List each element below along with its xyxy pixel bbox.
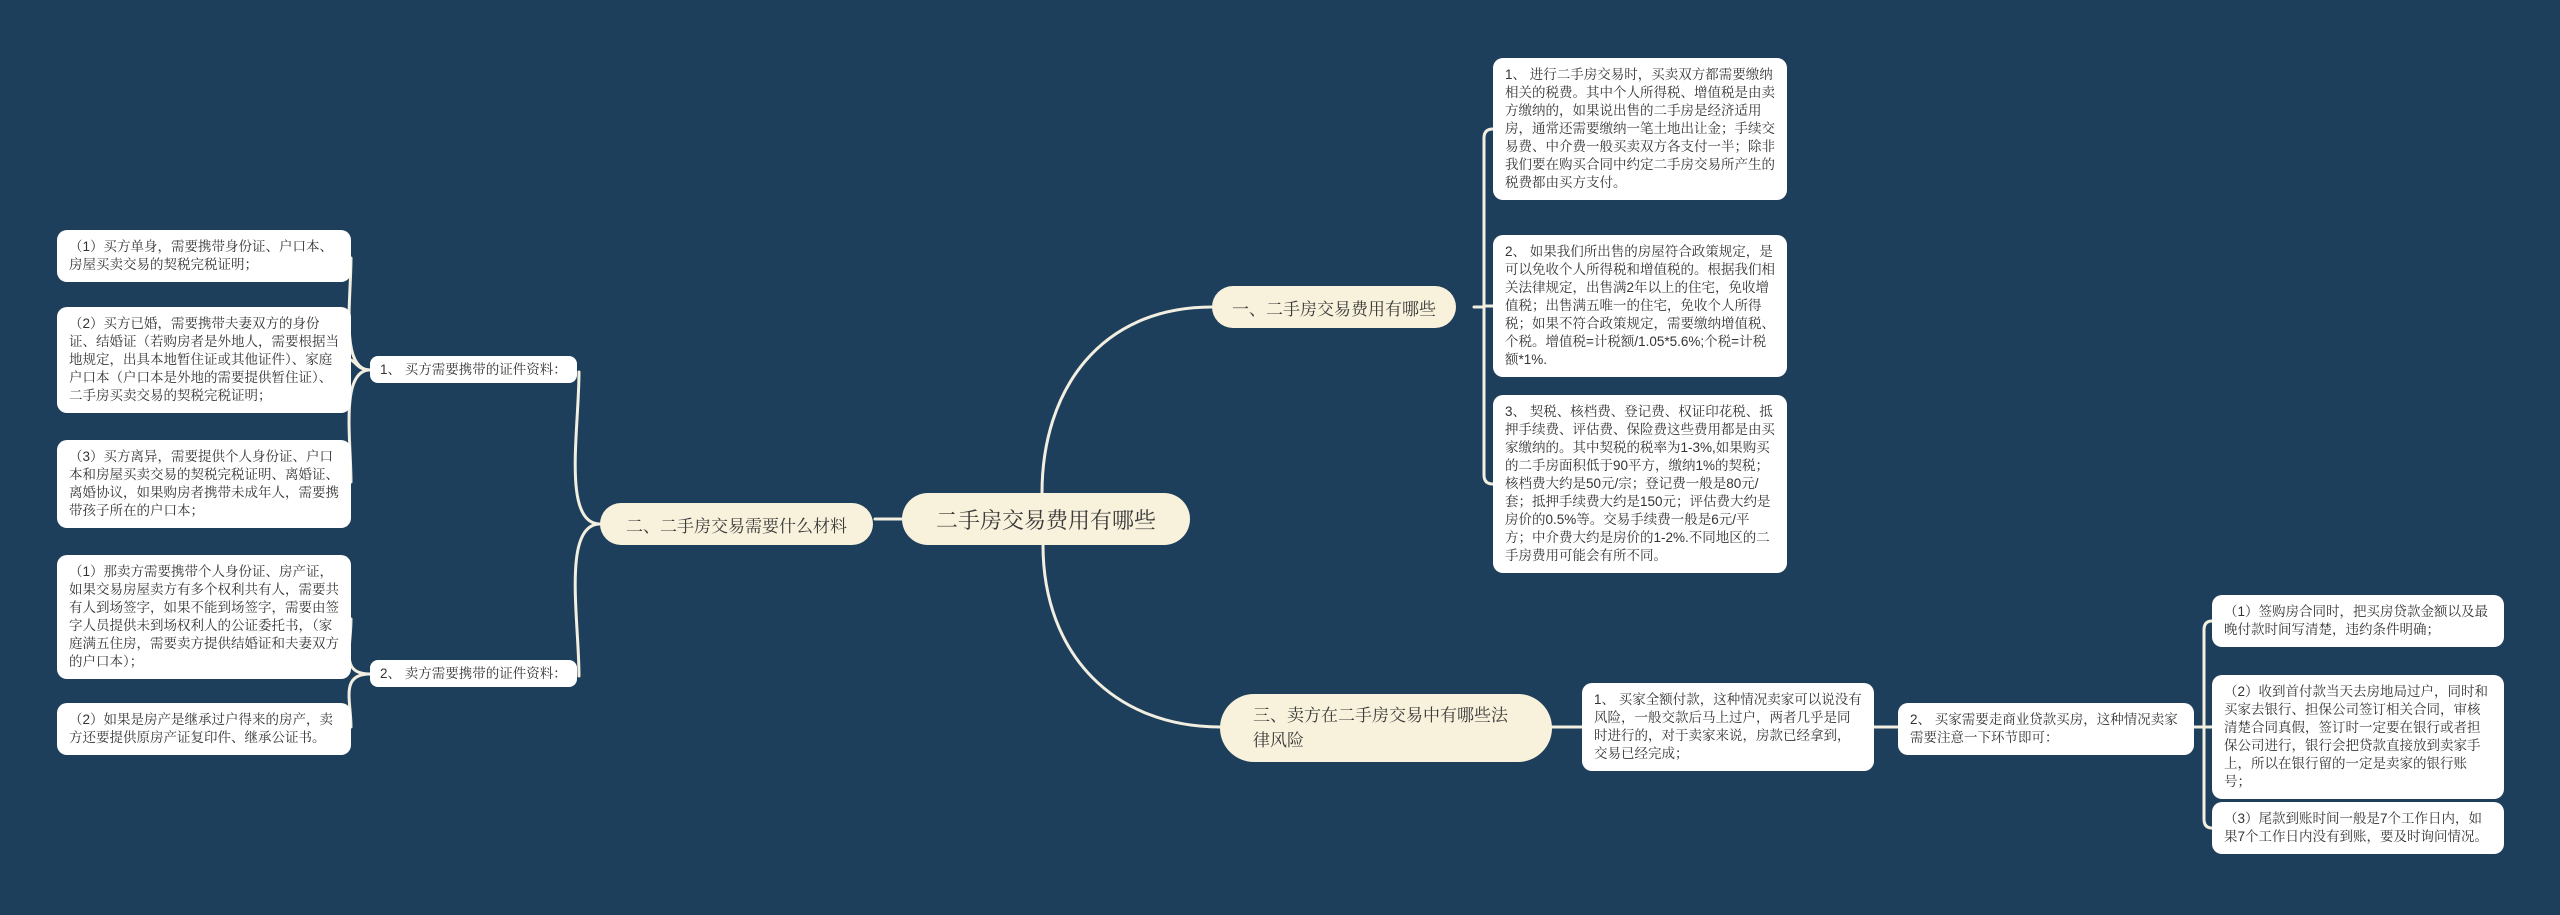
buyer-documents-node[interactable]: 1、 买方需要携带的证件资料： (370, 356, 577, 383)
root-node[interactable]: 二手房交易费用有哪些 (902, 493, 1190, 545)
connector-seller-item1 (349, 619, 370, 674)
buyer-doc-item-2[interactable]: （2）买方已婚，需要携带夫妻双方的身份证、结婚证（若购房者是外地人，需要根据当地规定，出具本地暂住证或其他证件）、家庭户口本（户口本是外地的需要提供暂住证）、二手房买卖交易的契税完税证明； (57, 307, 351, 413)
seller-doc-item-1[interactable]: （1）那卖方需要携带个人身份证、房产证，如果交易房屋卖方有多个权利共有人，需要共有人到场签字，如果不能到场签字，需要由签字人员提供未到场权利人的公证委托书，（家庭满五住房，需要卖方提供结婚证和夫妻双方的户口本）； (57, 555, 351, 679)
seller-doc-item-2[interactable]: （2）如果是房产是继承过户得来的房产，卖方还要提供原房产证复印件、继承公证书。 (57, 703, 351, 755)
branch3-node[interactable]: 三、卖方在二手房交易中有哪些法律风险 (1220, 694, 1552, 762)
branch2-node[interactable]: 二、二手房交易需要什么材料 (600, 503, 873, 545)
connector-case2-bracket (2204, 621, 2212, 828)
loan-step-2[interactable]: （2）收到首付款当天去房地局过户，同时和买家去银行、担保公司签订相关合同，审核清楚合同真假，签订时一定要在银行或者担保公司进行，银行会把贷款直接放到卖家手上，所以在银行留的一定是卖家的银行账号； (2212, 675, 2504, 799)
connector-buyer-item1 (349, 258, 370, 370)
connector-buyer-item3 (349, 370, 370, 482)
connector-branch2-buyer (575, 372, 600, 524)
buyer-doc-item-3[interactable]: （3）买方离异，需要提供个人身份证、户口本和房屋买卖交易的契税完税证明、离婚证、离婚协议，如果购房者携带未成年人，需要携带孩子所在的户口本； (57, 440, 351, 528)
branch1-node[interactable]: 一、二手房交易费用有哪些 (1212, 286, 1456, 328)
risk-case-1[interactable]: 1、 买家全额付款，这种情况卖家可以说没有风险，一般交款后马上过户，两者几乎是同时进行的，对于卖家来说，房款已经拿到，交易已经完成； (1582, 683, 1874, 771)
loan-step-3[interactable]: （3）尾款到账时间一般是7个工作日内，如果7个工作日内没有到账，要及时询问情况。 (2212, 802, 2504, 854)
seller-documents-node[interactable]: 2、 卖方需要携带的证件资料： (370, 660, 577, 687)
connector-root-branch1 (1042, 307, 1212, 493)
buyer-doc-item-1[interactable]: （1）买方单身，需要携带身份证、户口本、房屋买卖交易的契税完税证明； (57, 230, 351, 282)
risk-case-2[interactable]: 2、 买家需要走商业贷款买房，这种情况卖家需要注意一下环节即可： (1898, 703, 2194, 755)
connector-root-branch3 (1043, 545, 1220, 727)
fee-note-2[interactable]: 2、 如果我们所出售的房屋符合政策规定，是可以免收个人所得税和增值税的。根据我们相关法律规定，出售满2年以上的住宅，免收增值税；出售满五唯一的住宅，免收个人所得税；如果不符合政策规定，需要缴纳增值税、个税。增值税=计税额/1.05*5.6%;个税=计税额*1%. (1493, 235, 1787, 377)
loan-step-1[interactable]: （1）签购房合同时，把买房贷款金额以及最晚付款时间写清楚，违约条件明确； (2212, 595, 2504, 647)
connector-seller-item2 (349, 674, 370, 727)
fee-note-3[interactable]: 3、 契税、核档费、登记费、权证印花税、抵押手续费、评估费、保险费这些费用都是由买家缴纳的。其中契税的税率为1-3%,如果购买的二手房面积低于90平方，缴纳1%的契税；核档费大约是50元/宗；登记费一般是80元/套；抵押手续费大约是150元；评估费大约是房价的0.5%等。交易手续费一般是6元/平方；中介费大约是房价的1-2%.不同地区的二手房费用可能会有所不同。 (1493, 395, 1787, 573)
connector-branch2-seller (575, 524, 600, 676)
fee-note-1[interactable]: 1、 进行二手房交易时，买卖双方都需要缴纳相关的税费。其中个人所得税、增值税是由卖方缴纳的，如果说出售的二手房是经济适用房，通常还需要缴纳一笔土地出让金；手续交易费、中介费一般买卖双方各支付一半；除非我们要在购买合同中约定二手房交易所产生的税费都由买方支付。 (1493, 58, 1787, 200)
